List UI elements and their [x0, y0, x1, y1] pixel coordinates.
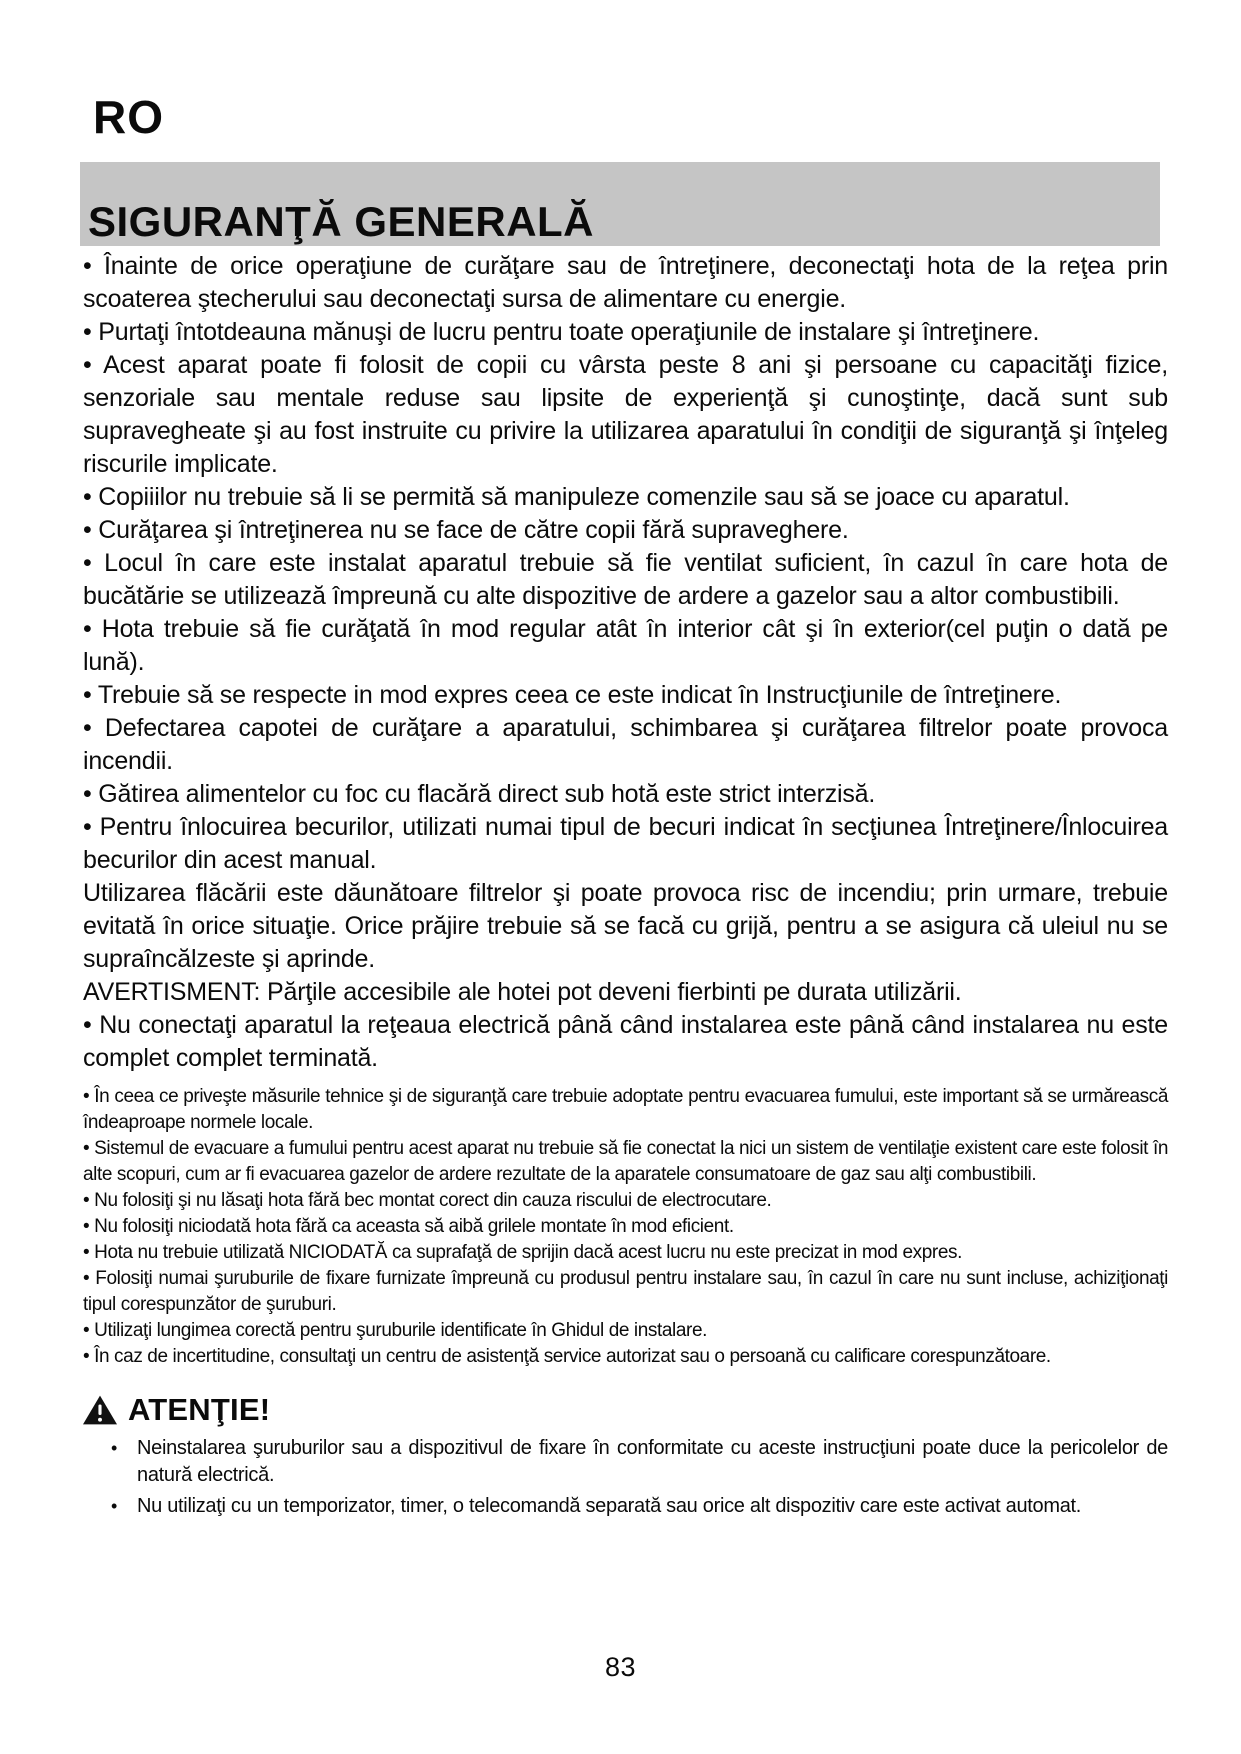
safety-paragraph: • Defectarea capotei de curăţare a aparatului, schimbarea şi curăţarea filtrelor poate provoca incendii.	[83, 714, 1168, 775]
bullet-glyph: •	[111, 1438, 118, 1458]
attention-header	[83, 1394, 1168, 1425]
note-paragraph: • Utilizaţi lungimea corectă pentru şuruburile identificate în Ghidul de instalare.	[83, 1320, 708, 1341]
safety-paragraph: AVERTISMENT: Părţile accesibile ale hotei pot deveni fierbinti pe durata utilizării.	[83, 978, 962, 1006]
note-paragraph: • Hota nu trebuie utilizată NICIODATĂ ca suprafaţă de sprijin dacă acest lucru nu este precizat in mod expres.	[83, 1242, 962, 1263]
attention-section	[83, 1394, 1168, 1520]
safety-paragraph: • Nu conectaţi aparatul la reţeaua electrică până când instalarea este până când instalarea nu este complet complet terminată.	[83, 1011, 1168, 1072]
page-title: SIGURANŢĂ GENERALĂ	[88, 198, 595, 245]
safety-paragraph: • Purtaţi întotdeauna mănuşi de lucru pentru toate operaţiunile de instalare şi întreţinere.	[83, 318, 1040, 346]
attention-item	[111, 1435, 1168, 1489]
safety-paragraph: • Pentru înlocuirea becurilor, utilizati numai tipul de becuri indicat în secţiunea Întreţinere/Înlocuirea becurilor din acest manual.	[83, 813, 1168, 874]
note-paragraph: • În ceea ce priveşte măsurile tehnice şi de siguranţă care trebuie adoptate pentru evacuarea fumului, este important să se urmărească îndeaproape normele locale.	[83, 1086, 1168, 1133]
safety-paragraph: • Trebuie să se respecte in mod expres ceea ce este indicat în Instrucţiunile de întreţinere.	[83, 681, 1062, 709]
bullet-glyph: •	[111, 1496, 118, 1516]
safety-paragraph: • Înainte de orice operaţiune de curăţare sau de întreţinere, deconectaţi hota de la reţea prin scoaterea ştecherului sau deconectaţi sursa de alimentare cu energie.	[83, 252, 1168, 313]
attention-item-text: Nu utilizaţi cu un temporizator, timer, o telecomandă separată sau orice alt dispozitiv care este activat automat.	[137, 1495, 1082, 1517]
safety-paragraph: • Gătirea alimentelor cu foc cu flacără direct sub hotă este strict interzisă.	[83, 780, 876, 808]
safety-instructions	[83, 250, 1168, 1075]
safety-paragraph: • Copiiilor nu trebuie să li se permită să manipuleze comenzile sau să se joace cu aparatul.	[83, 483, 1070, 511]
safety-paragraph: • Locul în care este instalat aparatul trebuie să fie ventilat suficient, în cazul în care hota de bucătărie se utilizează împreună cu alte dispozitive de ardere a gazelor sau a altor combustibili.	[83, 549, 1168, 610]
attention-item-text: Neinstalarea şuruburilor sau a dispozitivul de fixare în conformitate cu aceste instrucţiuni poate duce la pericolelor de natură electrică.	[137, 1437, 1168, 1486]
language-code: RO	[93, 91, 164, 143]
technical-notes	[83, 1084, 1168, 1370]
safety-paragraph: • Acest aparat poate fi folosit de copii cu vârsta peste 8 ani şi persoane cu capacităţi fizice, senzoriale sau mentale reduse sau lipsite de experienţă şi cunoştinţe, dacă sunt sub supravegheate şi au fost instruite cu privire la utilizarea aparatului în condiţii de siguranţă şi înţeleg riscurile implicate.	[83, 351, 1168, 478]
note-paragraph: • Nu folosiţi niciodată hota fără ca aceasta să aibă grilele montate în mod eficient.	[83, 1216, 734, 1237]
note-paragraph: • În caz de incertitudine, consultaţi un centru de asistenţă service autorizat sau o persoană cu calificare corespunzătoare.	[83, 1346, 1051, 1367]
safety-paragraph: • Curăţarea şi întreţinerea nu se face de către copii fără supraveghere.	[83, 516, 849, 544]
safety-paragraph: Utilizarea flăcării este dăunătoare filtrelor şi poate provoca risc de incendiu; prin urmare, trebuie evitată în orice situaţie. Orice prăjire trebuie să se facă cu grijă, pentru a se asigura că uleiul nu se supraîncălzeste şi aprinde.	[83, 879, 1168, 973]
note-paragraph: • Nu folosiţi şi nu lăsaţi hota fără bec montat corect din cauza riscului de electrocutare.	[83, 1190, 772, 1211]
safety-paragraph: • Hota trebuie să fie curăţată în mod regular atât în interior cât şi în exterior(cel puţin o dată pe lună).	[83, 615, 1168, 676]
page-number: 83	[604, 1652, 637, 1682]
attention-heading: ATENŢIE!	[128, 1392, 271, 1427]
attention-item	[111, 1493, 1168, 1520]
note-paragraph: • Folosiţi numai şuruburile de fixare furnizate împreună cu produsul pentru instalare sau, în cazul în care nu sunt incluse, achiziţionaţi tipul corespunzător de şuruburi.	[83, 1268, 1168, 1315]
warning-triangle-icon	[83, 1395, 117, 1425]
attention-list	[83, 1435, 1168, 1520]
section-banner	[80, 162, 1160, 246]
note-paragraph: • Sistemul de evacuare a fumului pentru acest aparat nu trebuie să fie conectat la nici un sistem de ventilaţie existent care este folosit în alte scopuri, cum ar fi evacuarea gazelor de ardere rezultate de la aparatele consumatoare de gaz sau alţi combustibili.	[83, 1138, 1168, 1185]
